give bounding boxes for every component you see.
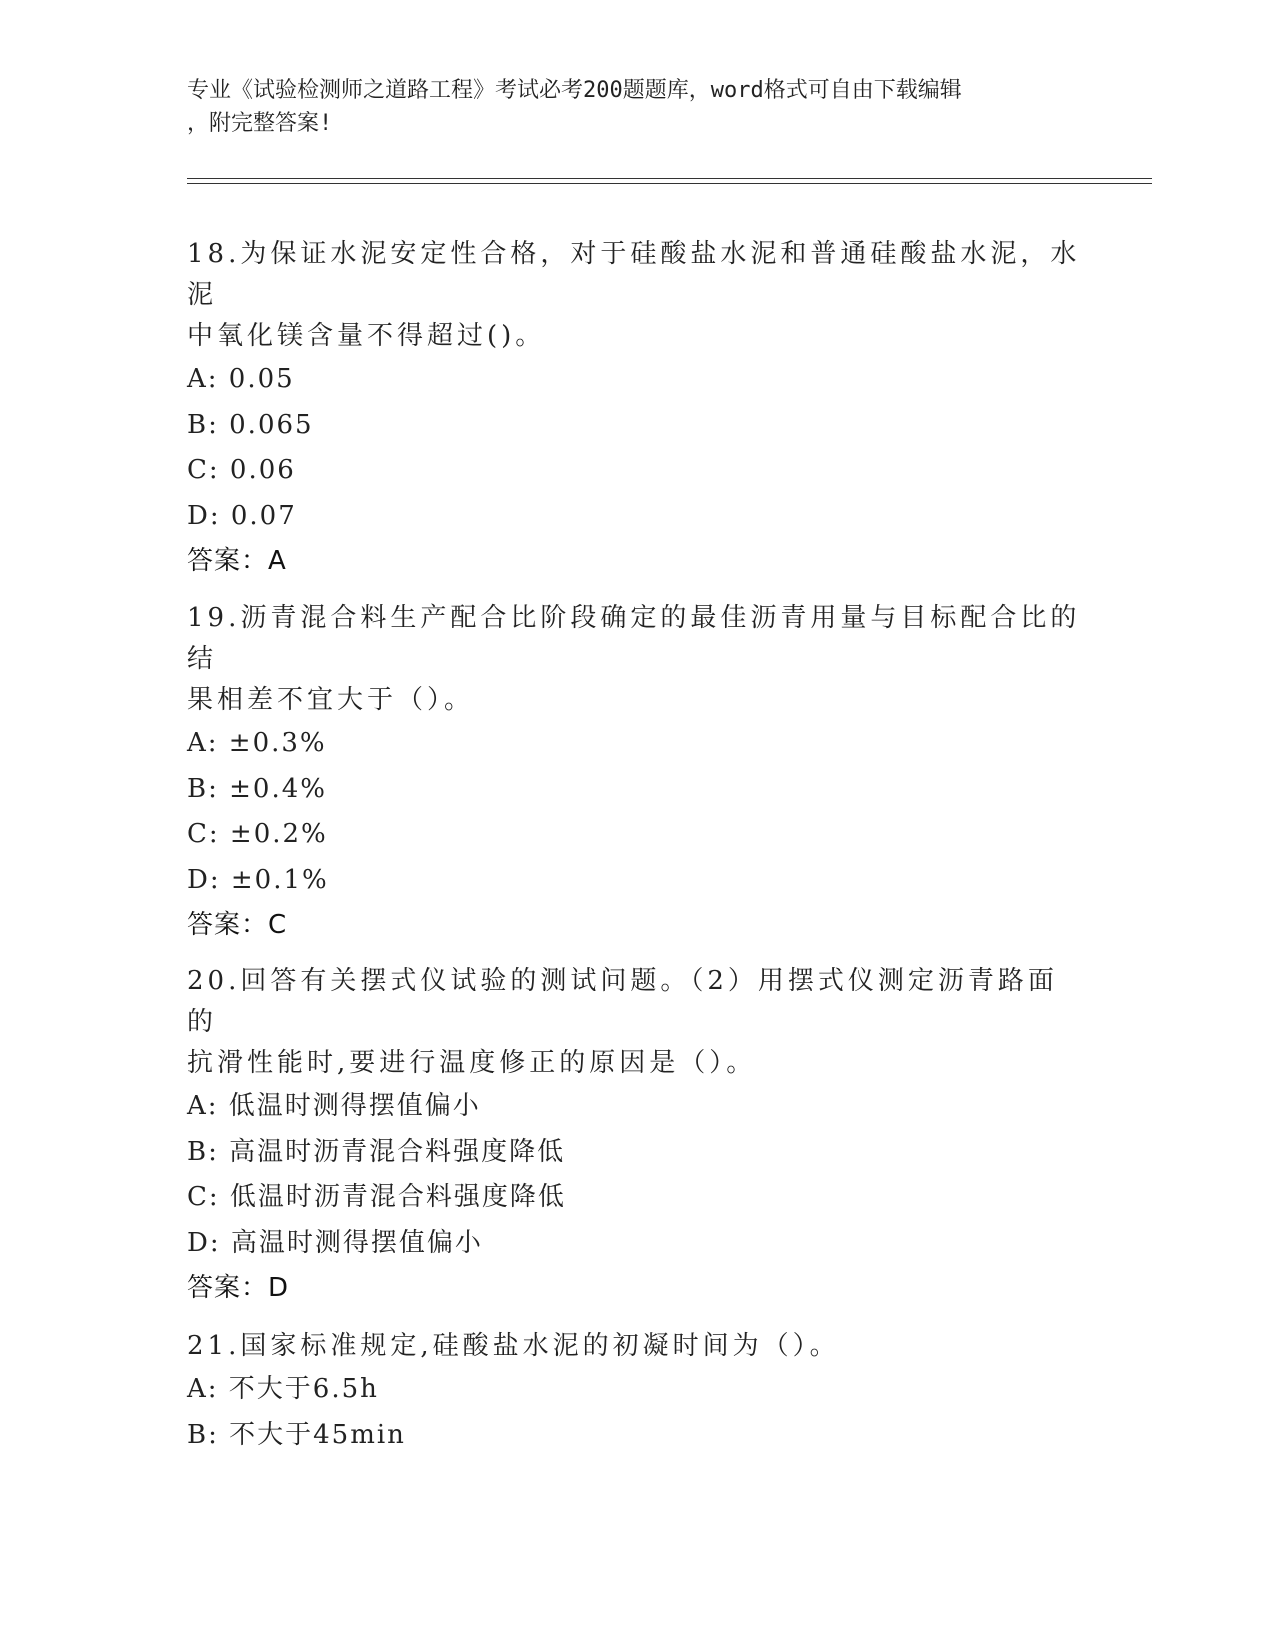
- header-line-2: ，附完整答案!: [187, 111, 333, 136]
- option-c: C: 0.06: [187, 455, 296, 485]
- question-text-line-1: 19.沥青混合料生产配合比阶段确定的最佳沥青用量与目标配合比的结: [187, 603, 1081, 674]
- option-d: D: ±0.1%: [187, 864, 329, 895]
- question-text-line-1: 20.回答有关摆式仪试验的测试问题。（2）用摆式仪测定沥青路面的: [187, 966, 1058, 1037]
- option-d: D: 0.07: [187, 500, 297, 531]
- option-b: B: 高温时沥青混合料强度降低: [187, 1136, 566, 1167]
- question-text-line-1: 21.国家标准规定,硅酸盐水泥的初凝时间为（）。: [187, 1331, 840, 1361]
- header-line-1: 专业《试验检测师之道路工程》考试必考200题题库，word格式可自由下载编辑: [187, 78, 962, 103]
- option-a: A: 0.05: [187, 364, 295, 394]
- option-c: C: ±0.2%: [187, 819, 328, 849]
- question-text-line-2: 中氧化镁含量不得超过()。: [187, 321, 546, 351]
- option-a: A: 不大于6.5h: [187, 1374, 379, 1404]
- question-text-line-2: 抗滑性能时,要进行温度修正的原因是（）。: [187, 1048, 757, 1078]
- question-19: [187, 598, 1087, 948]
- question-18: [187, 234, 1087, 584]
- document-header: [187, 74, 1087, 140]
- option-b: B: 0.065: [187, 409, 314, 440]
- answer: 答案：D: [187, 1273, 290, 1303]
- header-divider-bottom: [187, 183, 1152, 184]
- option-d: D: 高温时测得摆值偏小: [187, 1227, 483, 1258]
- answer: 答案：A: [187, 546, 287, 576]
- option-a: A: 低温时测得摆值偏小: [187, 1091, 481, 1121]
- option-a: A: ±0.3%: [187, 728, 327, 758]
- option-b: B: 不大于45min: [187, 1419, 406, 1450]
- answer: 答案：C: [187, 910, 288, 940]
- question-text-line-2: 果相差不宜大于（）。: [187, 685, 475, 715]
- question-20: [187, 961, 1087, 1311]
- question-21: [187, 1326, 1087, 1458]
- question-text-line-1: 18.为保证水泥安定性合格，对于硅酸盐水泥和普通硅酸盐水泥，水泥: [187, 239, 1081, 310]
- option-c: C: 低温时沥青混合料强度降低: [187, 1182, 566, 1212]
- option-b: B: ±0.4%: [187, 773, 327, 804]
- header-divider-top: [187, 178, 1152, 179]
